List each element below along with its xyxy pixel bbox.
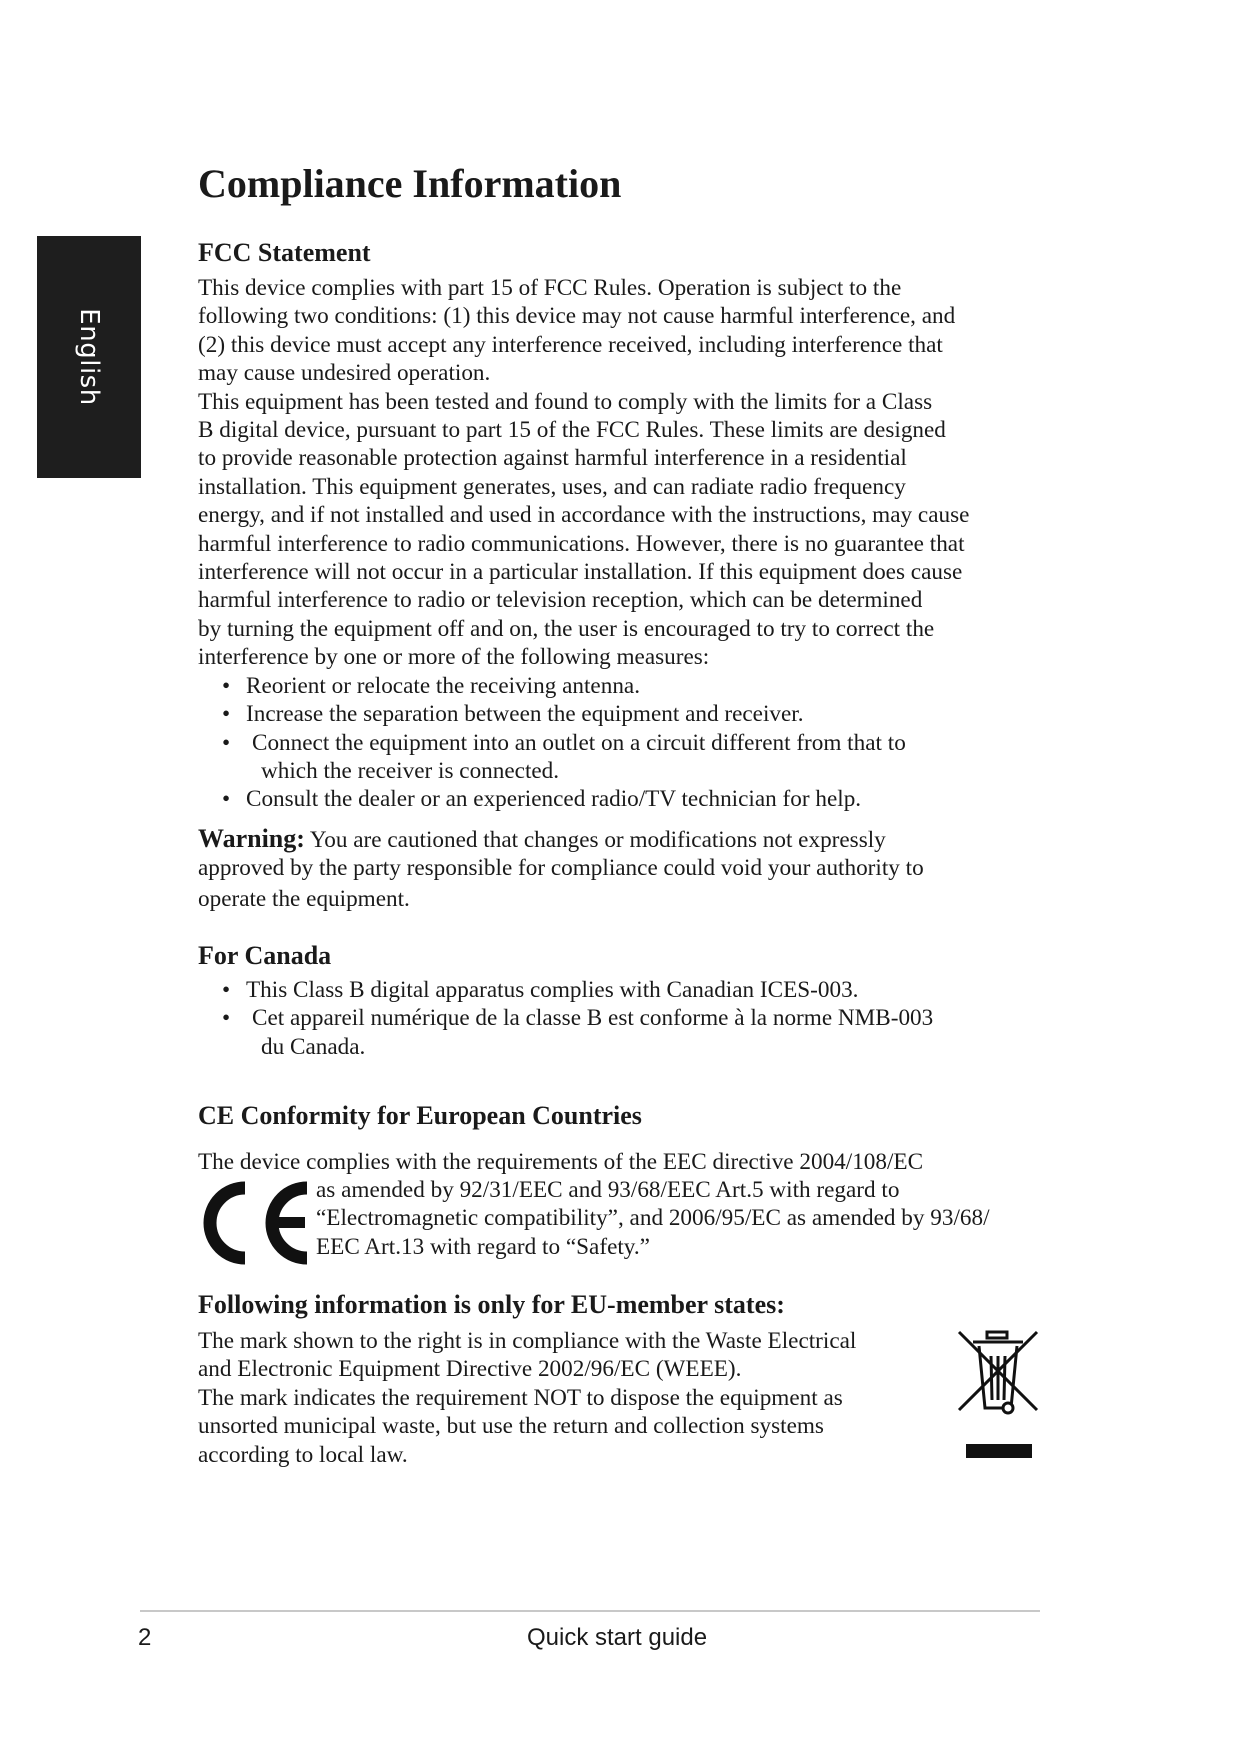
ce-line: “Electromagnetic compatibility”, and 2006/95/EC as amended by 93/68/: [316, 1205, 990, 1232]
warning-label: Warning:: [198, 824, 305, 853]
eu-line: and Electronic Equipment Directive 2002/96/EC (WEEE).: [198, 1356, 742, 1383]
fcc-line: (2) this device must accept any interference received, including interference that: [198, 331, 943, 358]
ce-heading: CE Conformity for European Countries: [198, 1101, 642, 1130]
warning-text: You are cautioned that changes or modifications not expressly: [304, 827, 886, 853]
fcc-line: harmful interference to radio or television reception, which can be determined: [198, 587, 923, 614]
fcc-heading: FCC Statement: [198, 238, 371, 267]
fcc-line: installation. This equipment generates, uses, and can radiate radio frequency: [198, 473, 906, 500]
fcc-body: [198, 274, 1058, 814]
fcc-line: harmful interference to radio communications. However, there is no guarantee that: [198, 530, 965, 557]
ce-mark-icon: [195, 1180, 313, 1265]
list-item: • This Class B digital apparatus complies with Canadian ICES-003.: [222, 977, 859, 1003]
fcc-line: interference will not occur in a particular installation. If this equipment does cause: [198, 559, 963, 586]
list-item: • Increase the separation between the equipment and receiver.: [222, 701, 804, 728]
canada-heading: For Canada: [198, 941, 332, 970]
language-tab: [37, 236, 141, 478]
language-tab-label: English: [74, 308, 104, 406]
eu-line: The mark indicates the requirement NOT to dispose the equipment as: [198, 1384, 843, 1411]
page-title: Compliance Information: [198, 161, 622, 206]
list-item: • Consult the dealer or an experienced radio/TV technician for help.: [222, 786, 862, 813]
eu-line: according to local law.: [198, 1441, 408, 1468]
list-item: • Connect the equipment into an outlet on a circuit different from that to which the receiver is connected.: [222, 729, 906, 784]
fcc-line: energy, and if not installed and used in accordance with the instructions, may cause: [198, 502, 970, 529]
ce-intro: The device complies with the requirements of the EEC directive 2004/108/EC: [198, 1149, 924, 1175]
fcc-line: to provide reasonable protection against harmful interference in a residential: [198, 445, 907, 472]
fcc-line: following two conditions: (1) this device may not cause harmful interference, and: [198, 303, 956, 330]
canada-body: [198, 976, 1058, 1061]
fcc-line: interference by one or more of the following measures:: [198, 644, 710, 671]
eu-heading: Following information is only for EU-member states:: [198, 1290, 785, 1319]
fcc-measures-list: [198, 672, 1058, 814]
fcc-line: by turning the equipment off and on, the user is encouraged to try to correct the: [198, 615, 935, 642]
fcc-line: This equipment has been tested and found to comply with the limits for a Class: [198, 388, 933, 415]
warning-text: approved by the party responsible for compliance could void your authority to: [198, 855, 924, 882]
eu-line: unsorted municipal waste, but use the return and collection systems: [198, 1413, 824, 1440]
eu-body: [198, 1327, 938, 1469]
ce-line: EEC Art.13 with regard to “Safety.”: [316, 1233, 650, 1260]
canada-list: [198, 976, 1058, 1061]
list-item: • Reorient or relocate the receiving antenna.: [222, 672, 640, 699]
footer-divider: [140, 1610, 1040, 1612]
list-item: • Cet appareil numérique de la classe B est conforme à la norme NMB-003 du Canada.: [222, 1005, 934, 1060]
fcc-line: may cause undesired operation.: [198, 360, 491, 387]
warning-block: [198, 825, 1058, 913]
eu-line: The mark shown to the right is in compliance with the Waste Electrical: [198, 1328, 857, 1354]
footer-title: Quick start guide: [527, 1624, 708, 1651]
fcc-line: This device complies with part 15 of FCC Rules. Operation is subject to the: [198, 275, 902, 301]
ce-line: as amended by 92/31/EEC and 93/68/EEC Art.5 with regard to: [316, 1177, 900, 1203]
weee-crossed-bin-icon: [955, 1328, 1041, 1460]
page-number: 2: [138, 1624, 152, 1651]
fcc-line: B digital device, pursuant to part 15 of the FCC Rules. These limits are designed: [198, 417, 946, 444]
ce-body: [316, 1176, 1056, 1261]
warning-text: operate the equipment.: [198, 885, 410, 912]
